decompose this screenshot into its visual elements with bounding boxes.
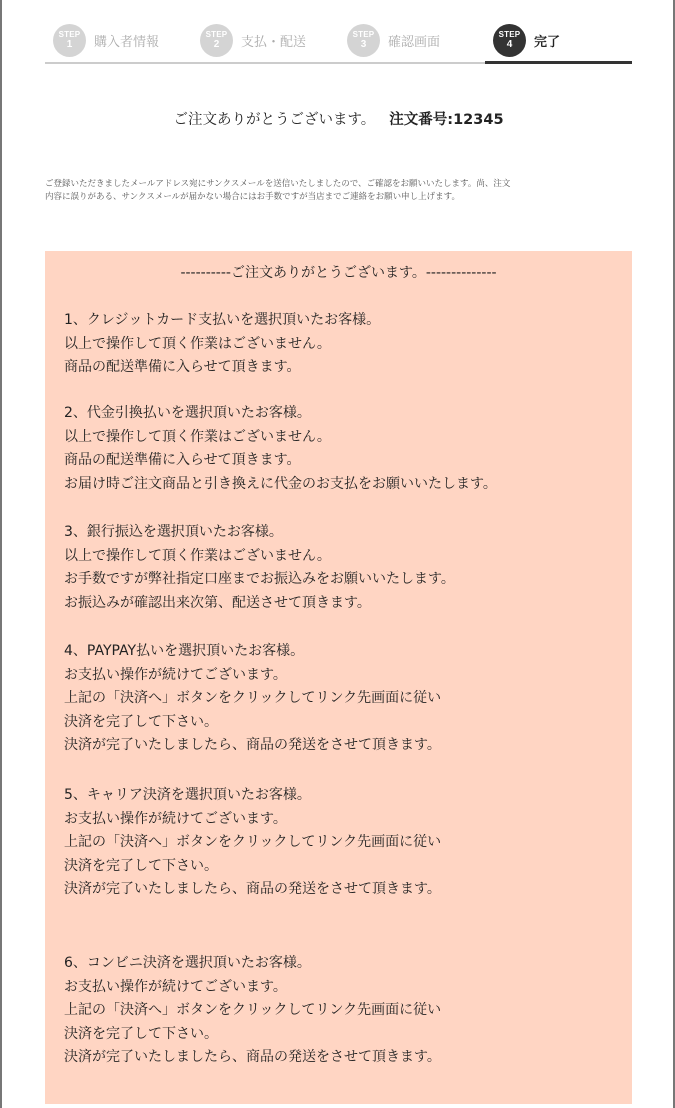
- step-3-badge: STEP 3: [347, 24, 380, 57]
- instruction-line: 6、コンビニ決済を選択頂いたお客様。: [64, 955, 311, 971]
- instruction-line: 決済を完了して下さい。: [64, 857, 218, 874]
- instruction-block-convenience-store: [64, 952, 624, 1070]
- instruction-line: 上記の「決済へ」ボタンをクリックしてリンク先画面に従い: [64, 690, 442, 706]
- thanks-message: ご注文ありがとうございます。: [173, 112, 376, 128]
- step-4-badge: STEP 4: [493, 24, 526, 57]
- instruction-line: お届け時ご注文商品と引き換えに代金のお支払をお願いいたします。: [64, 475, 497, 492]
- instruction-block-bank-transfer: [64, 521, 624, 615]
- step-2-label: 支払・配送: [241, 34, 307, 50]
- instruction-block-paypay: [64, 640, 624, 758]
- step-1-badge: STEP 1: [53, 24, 86, 57]
- step-1-label: 購入者情報: [94, 34, 160, 50]
- instruction-line: 商品の配送準備に入らせて頂きます。: [64, 359, 301, 375]
- notice-line-1: ご登録いただきましたメールアドレス宛にサンクスメールを送信いたしましたので、ご確認をお願いいたします。尚、注文: [45, 179, 511, 189]
- instruction-line: 商品の配送準備に入らせて頂きます。: [64, 452, 301, 468]
- step-3-confirmation: [347, 22, 440, 58]
- notice-line-2: 内容に誤りがある、サンクスメールが届かない場合にはお手数ですが当店までご連絡をお願い申し上げます。: [45, 192, 460, 202]
- step-2-badge: STEP 2: [200, 24, 233, 57]
- instruction-line: 4、PAYPAY払いを選択頂いたお客様。: [64, 643, 305, 659]
- instruction-line: 決済が完了いたしましたら、商品の発送をさせて頂きます。: [64, 737, 441, 753]
- instruction-block-cash-on-delivery: [64, 402, 624, 496]
- instruction-line: 2、代金引換払いを選択頂いたお客様。: [64, 405, 311, 421]
- step-1-purchaser-info: [53, 22, 159, 58]
- step-4-label: 完了: [534, 34, 561, 50]
- instruction-line: 上記の「決済へ」ボタンをクリックしてリンク先画面に従い: [64, 1002, 442, 1018]
- checkout-steps: [45, 22, 632, 64]
- instruction-line: 上記の「決済へ」ボタンをクリックしてリンク先画面に従い: [64, 834, 442, 850]
- step-3-label: 確認画面: [388, 34, 441, 50]
- panel-title: ----------ご注文ありがとうございます。--------------: [180, 265, 497, 281]
- instruction-line: お支払い操作が続けてございます。: [64, 666, 287, 683]
- instruction-line: 決済を完了して下さい。: [64, 1025, 218, 1042]
- instruction-line: 以上で操作して頂く作業はございません。: [64, 547, 331, 564]
- payment-instructions-panel: [45, 251, 632, 1104]
- instruction-line: 5、キャリア決済を選択頂いたお客様。: [64, 787, 311, 803]
- instruction-line: 3、銀行振込を選択頂いたお客様。: [64, 524, 283, 540]
- instruction-line: お支払い操作が続けてございます。: [64, 978, 287, 995]
- step-2-payment-shipping: [200, 22, 306, 58]
- steps-underline-active: [485, 61, 632, 64]
- confirmation-notice: [45, 178, 635, 204]
- instruction-line: 以上で操作して頂く作業はございません。: [64, 428, 331, 445]
- page-frame-left: [0, 0, 2, 1108]
- instruction-line: 1、クレジットカード支払いを選択頂いたお客様。: [64, 312, 381, 328]
- instruction-line: 決済が完了いたしましたら、商品の発送をさせて頂きます。: [64, 1049, 441, 1065]
- thanks-message-row: [45, 108, 632, 129]
- step-4-complete: [493, 22, 560, 58]
- instruction-line: 決済を完了して下さい。: [64, 713, 218, 730]
- instruction-line: お手数ですが弊社指定口座までお振込みをお願いいたします。: [64, 571, 455, 587]
- instruction-line: 以上で操作して頂く作業はございません。: [64, 335, 331, 352]
- order-number: 注文番号:12345: [389, 112, 504, 128]
- instruction-line: お振込みが確認出来次第、配送させて頂きます。: [64, 594, 371, 611]
- instruction-block-credit-card: [64, 309, 624, 380]
- instruction-block-carrier-billing: [64, 784, 624, 902]
- instruction-line: 決済が完了いたしましたら、商品の発送をさせて頂きます。: [64, 881, 441, 897]
- instruction-line: お支払い操作が続けてございます。: [64, 810, 287, 827]
